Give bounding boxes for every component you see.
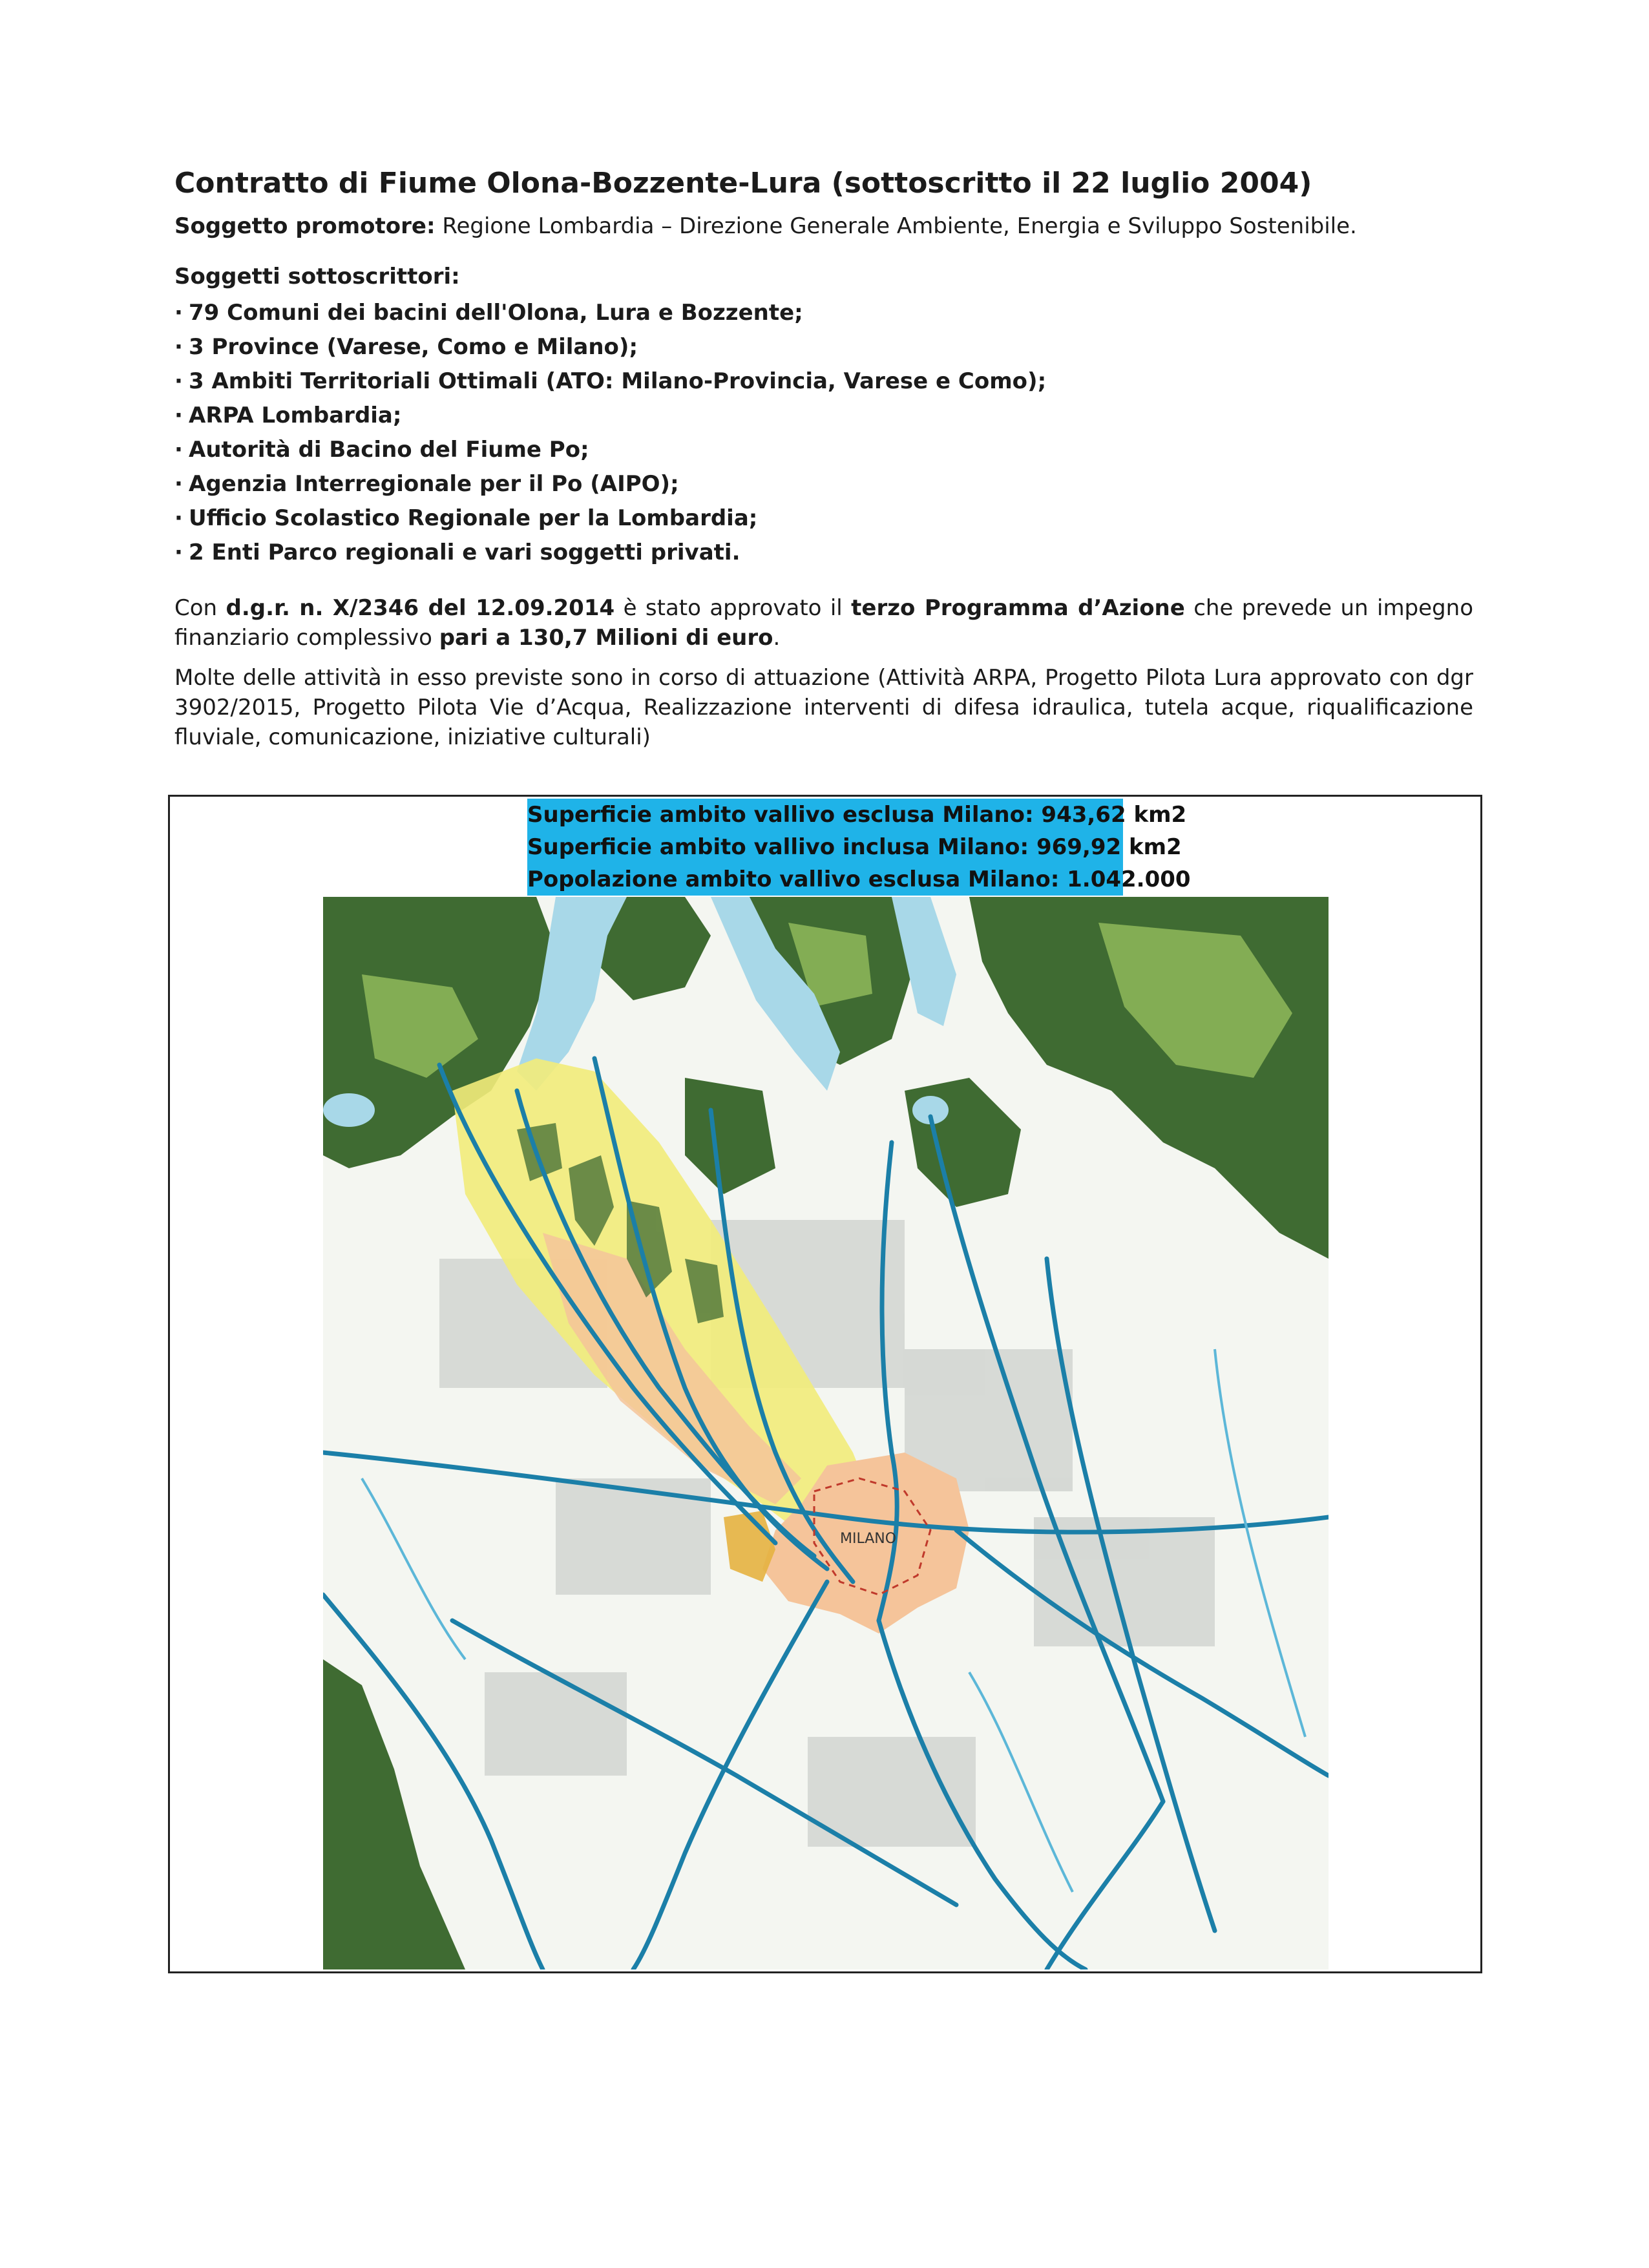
activities-paragraph: Molte delle attività in esso previste sono in corso di attuazione (Attività ARPA, Progetto Pilota Lura approvato con dgr 3902/2015, Progetto Pilota Vie d’Acqua, Realizzazione interventi di difesa idraulica, tutela acque, riqualificazione fluviale, comunicazione, iniziative culturali) xyxy=(174,665,1473,750)
promoter-line xyxy=(174,213,1357,239)
population-excluding-milan: Popolazione ambito vallivo esclusa Milano: 1.042.000 xyxy=(527,866,1191,892)
list-item xyxy=(174,467,1046,501)
bullet-icon: · xyxy=(174,334,183,360)
signers-list xyxy=(174,296,1046,570)
programme-name: terzo Programma d’Azione xyxy=(851,595,1185,621)
list-item xyxy=(174,536,1046,570)
list-item xyxy=(174,296,1046,330)
milano-label: MILANO xyxy=(840,1531,897,1547)
paragraph-text: Con xyxy=(174,595,226,621)
catchment-map xyxy=(323,897,1329,1969)
paragraph-text: è stato approvato il xyxy=(614,595,852,621)
map-stats-box xyxy=(527,799,1191,896)
bullet-icon: · xyxy=(174,437,183,463)
promoter-label: Soggetto promotore: xyxy=(174,213,436,239)
surface-excluding-milan: Superficie ambito vallivo esclusa Milano: 943,62 km2 xyxy=(527,802,1187,828)
list-item-text: 2 Enti Parco regionali e vari soggetti privati. xyxy=(189,540,740,565)
programme-paragraph xyxy=(174,593,1473,653)
bullet-icon: · xyxy=(174,300,183,326)
bullet-icon: · xyxy=(174,403,183,428)
paragraph-text: . xyxy=(773,625,781,651)
bullet-icon: · xyxy=(174,540,183,565)
list-item xyxy=(174,330,1046,364)
funding-amount: pari a 130,7 Milioni di euro xyxy=(439,625,773,651)
list-item-text: Autorità di Bacino del Fiume Po; xyxy=(189,437,589,463)
list-item xyxy=(174,433,1046,467)
document-title: Contratto di Fiume Olona-Bozzente-Lura (sottoscritto il 22 luglio 2004) xyxy=(174,167,1312,200)
list-item xyxy=(174,399,1046,433)
list-item xyxy=(174,501,1046,536)
list-item-text: Agenzia Interregionale per il Po (AIPO); xyxy=(189,471,679,497)
bullet-icon: · xyxy=(174,471,183,497)
bullet-icon: · xyxy=(174,368,183,394)
promoter-value: Regione Lombardia – Direzione Generale Ambiente, Energia e Sviluppo Sostenibile. xyxy=(435,213,1357,239)
map-image xyxy=(323,897,1329,1969)
surface-including-milan: Superficie ambito vallivo inclusa Milano: 969,92 km2 xyxy=(527,834,1182,860)
list-item-text: 3 Province (Varese, Como e Milano); xyxy=(189,334,638,360)
list-item-text: ARPA Lombardia; xyxy=(189,403,402,428)
signers-heading: Soggetti sottoscrittori: xyxy=(174,264,460,289)
list-item-text: 3 Ambiti Territoriali Ottimali (ATO: Milano-Provincia, Varese e Como); xyxy=(189,368,1047,394)
list-item-text: 79 Comuni dei bacini dell'Olona, Lura e Bozzente; xyxy=(189,300,803,326)
bullet-icon: · xyxy=(174,505,183,531)
dgr-reference: d.g.r. n. X/2346 del 12.09.2014 xyxy=(226,595,615,621)
list-item-text: Ufficio Scolastico Regionale per la Lombardia; xyxy=(189,505,758,531)
paragraph-text: che prevede un impegno finanziario complessivo xyxy=(174,595,1473,651)
list-item xyxy=(174,364,1046,399)
